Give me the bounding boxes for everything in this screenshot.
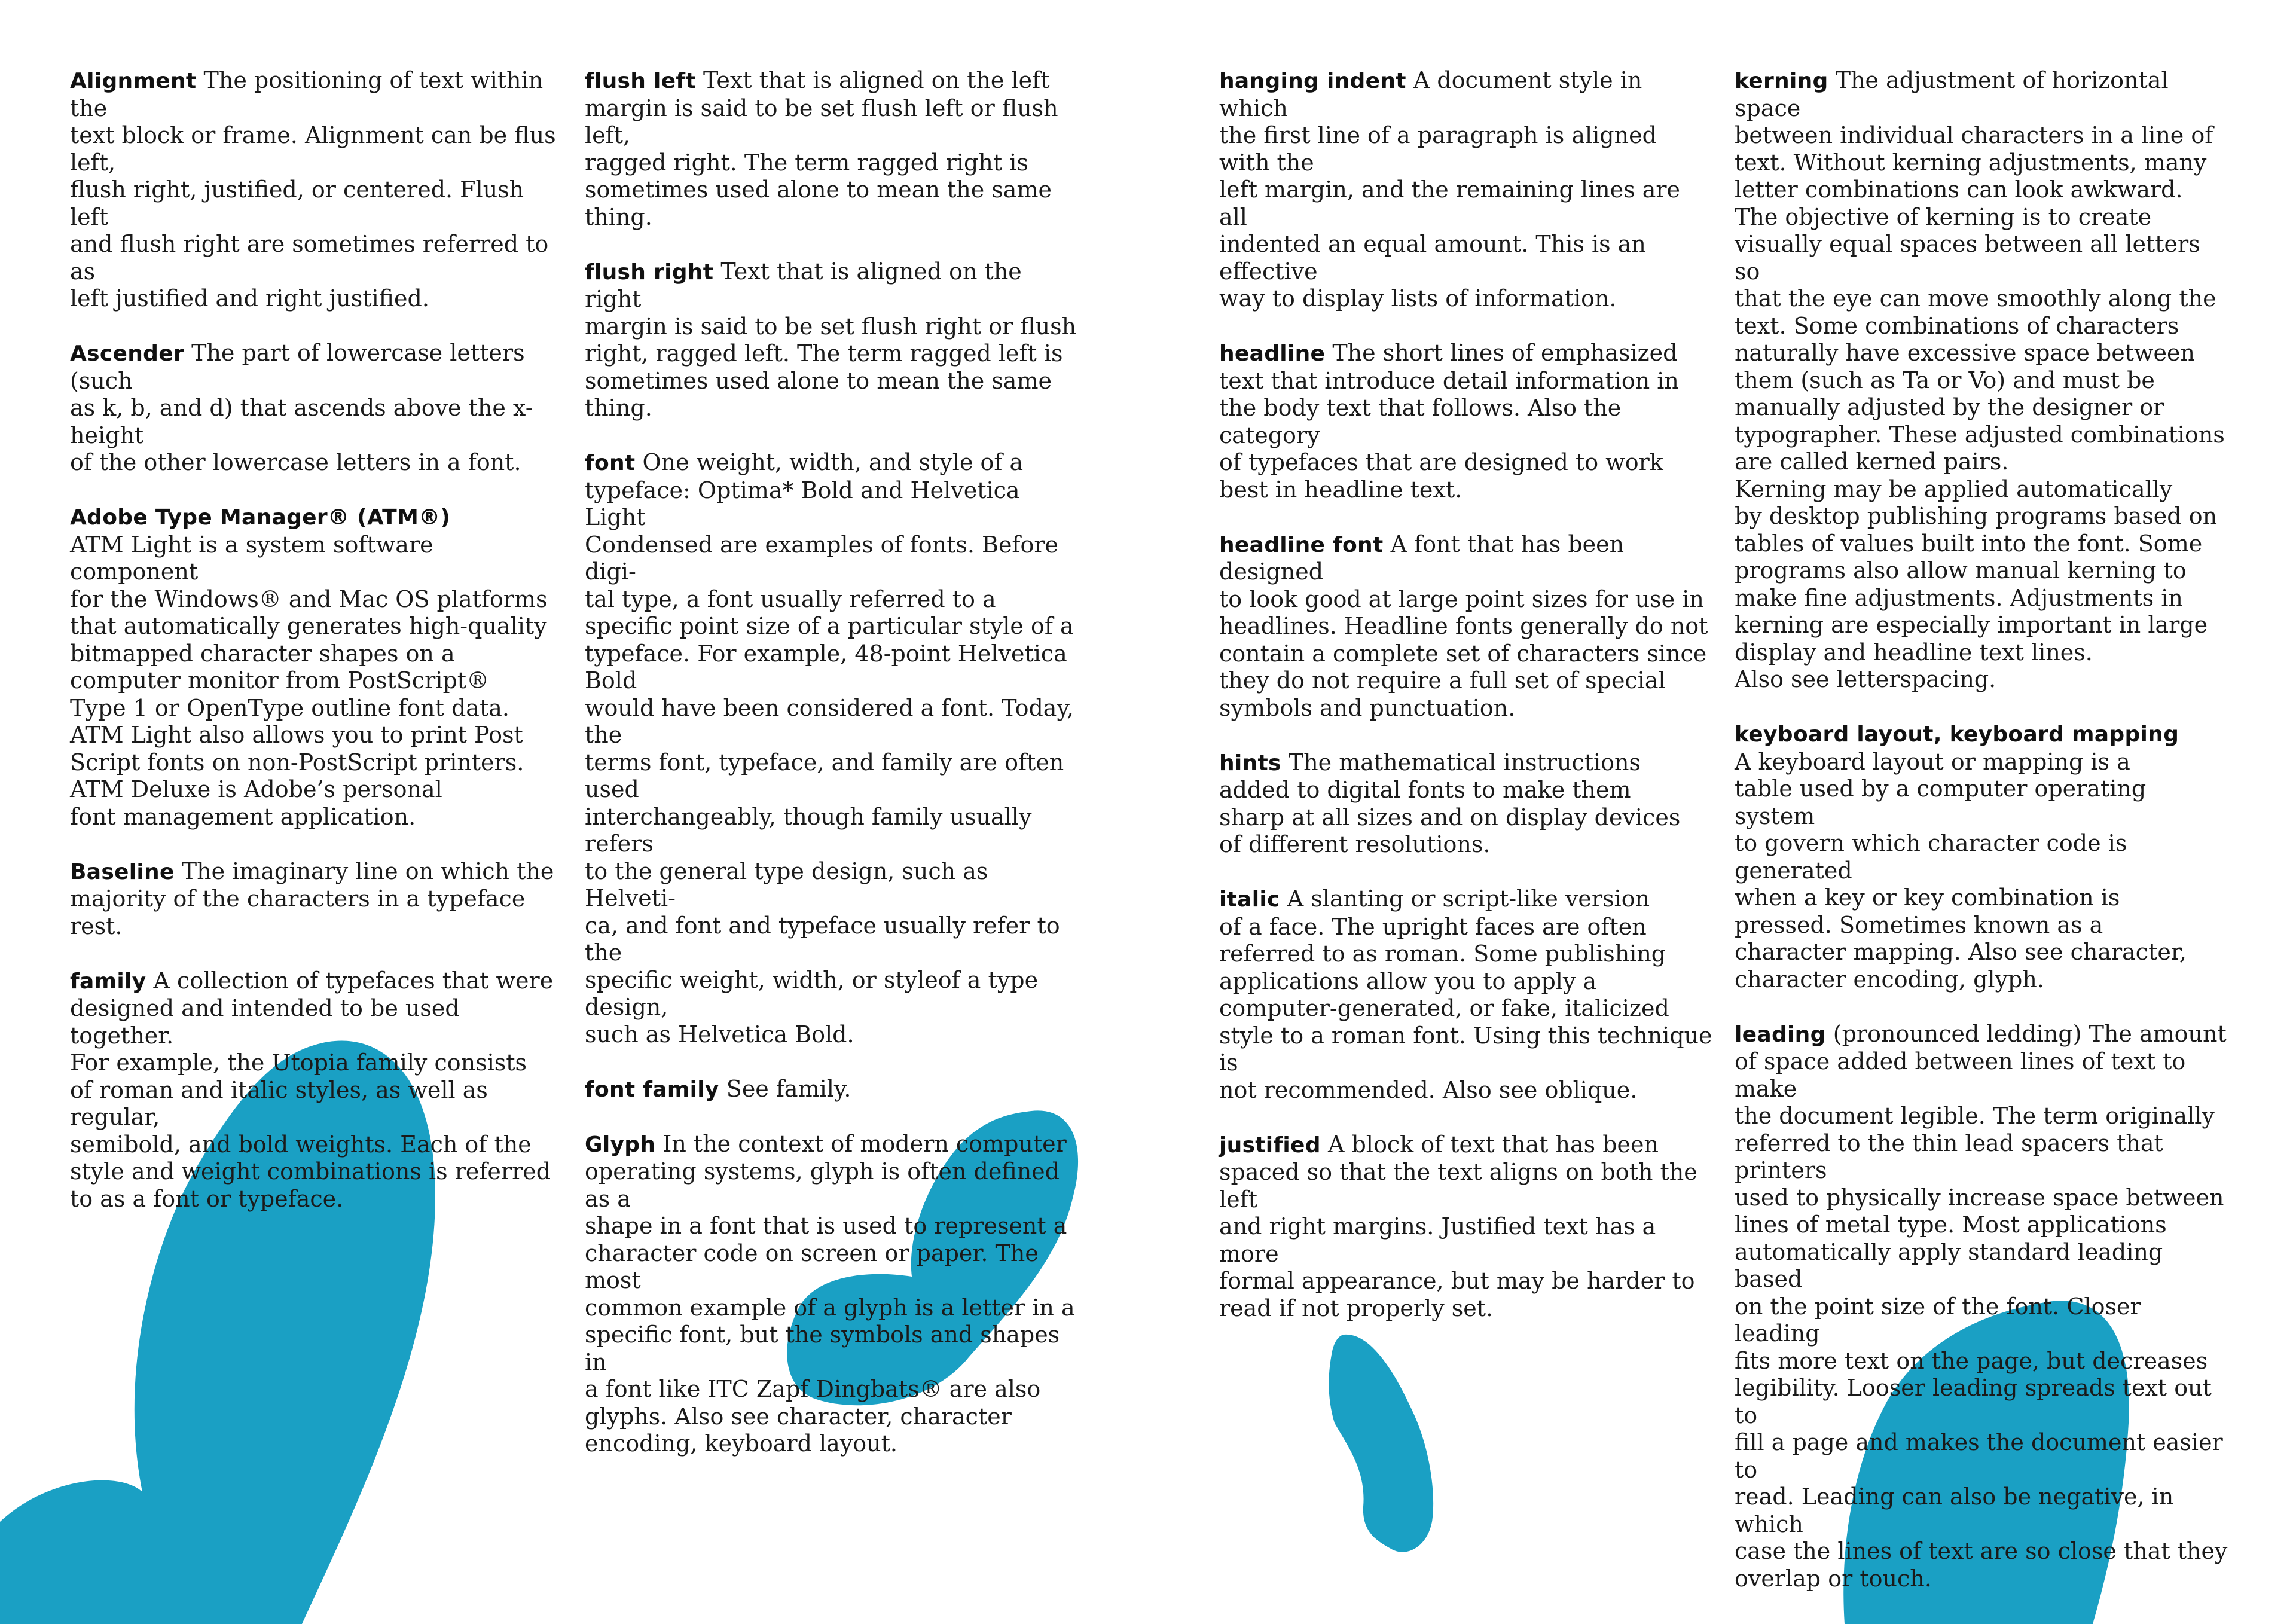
term-alignment: Alignment: [70, 69, 197, 93]
definition-glyph: In the context of modern computer operating systems, glyph is often defined as a shape in a font that is used to represent a character code on screen or paper. The most common example of a glyph is a letter in a specific font, but the symbols and shapes in a font like ITC Zapf Dingbats® are also glyphs. Also see character, character encoding, keyboard layout.: [585, 1130, 1075, 1457]
definition-baseline: The imaginary line on which the majority of the characters in a typeface rest.: [70, 857, 554, 939]
glossary-column-4: [1735, 67, 2230, 1620]
glossary-entry-atm: [70, 503, 565, 831]
glossary-entry-baseline: [70, 858, 565, 941]
definition-justified: A block of text that has been spaced so that the text aligns on both the left and right margins. Justified text has a more formal appearance, but may be harder to read if not properly set.: [1219, 1131, 1697, 1321]
glossary-column-2: [585, 67, 1080, 1485]
glossary-entry-family: [70, 967, 565, 1213]
glossary-column-3: [1219, 67, 1714, 1350]
term-kerning: kerning: [1735, 69, 1828, 93]
term-ascender: Ascender: [70, 341, 185, 366]
glossary-entry-keyboard-layout: [1735, 721, 2230, 993]
definition-atm: ATM Light is a system software component for the Windows® and Mac OS platforms that automatically generates high-quality bitmapped character shapes on a computer monitor from PostScript® Type 1 or OpenType outline font data. ATM Light also allows you to print Post Script fonts on non-PostScript printers. ATM Deluxe is Adobe’s personal font management application.: [70, 531, 548, 830]
term-atm: Adobe Type Manager® (ATM®): [70, 505, 451, 530]
term-italic: italic: [1219, 887, 1280, 912]
glossary-entry-alignment: [70, 67, 565, 313]
definition-flush-left: Text that is aligned on the left margin is said to be set flush left or flush left, ragged right. The term ragged right is sometimes used alone to mean the same thing.: [585, 67, 1058, 230]
definition-leading: (pronounced ledding) The amount of space added between lines of text to make the document legible. The term originally referred to the thin lead spacers that printers used to physically increase space between lines of metal type. Most applications automatically apply standard leading based on the point size of the font. Closer leading fits more text on the page, but decreases legibility. Looser leading spreads text out to fill a page and makes the document easier to read. Leading can also be negative, in which case the lines of text are so close that they overlap or touch.: [1735, 1020, 2228, 1592]
glossary-entry-hanging-indent: [1219, 67, 1714, 313]
term-baseline: Baseline: [70, 859, 175, 884]
definition-flush-right: Text that is aligned on the right margin is said to be set flush right or flush right, ragged left. The term ragged left is sometimes used alone to mean the same thing.: [585, 258, 1077, 421]
definition-headline-font: A font that has been designed to look good at large point sizes for use in headlines. Headline fonts generally do not contain a complete set of characters since they do not require a full set of special symbols and punctuation.: [1219, 530, 1708, 721]
definition-hanging-indent: A document style in which the first line of a paragraph is aligned with the left margin, and the remaining lines are all indented an equal amount. This is an effective way to display lists of information.: [1219, 67, 1681, 312]
glossary-entry-headline: [1219, 340, 1714, 503]
blob-small-middle: [1329, 1335, 1433, 1552]
glossary-entry-flush-left: [585, 67, 1080, 231]
glossary-entry-font-family: [585, 1076, 1080, 1104]
glossary-entry-flush-right: [585, 258, 1080, 422]
term-family: family: [70, 969, 146, 994]
glossary-entry-justified: [1219, 1131, 1714, 1323]
term-hanging-indent: hanging indent: [1219, 69, 1406, 93]
glossary-column-1: [70, 67, 565, 1240]
definition-keyboard-layout: A keyboard layout or mapping is a table used by a computer operating system to govern which character code is generated when a key or key combination is pressed. Sometimes known as a character mapping. Also see character, character encoding, glyph.: [1735, 748, 2187, 993]
definition-kerning: The adjustment of horizontal space between individual characters in a line of text. Without kerning adjustments, many letter combinations can look awkward. The objective of kerning is to create visually equal spaces between all letters so that the eye can move smoothly along the text. Some combinations of characters naturally have excessive space between them (such as Ta or Vo) and must be manually adjusted by the designer or typographer. These adjusted combinations are called kerned pairs. Kerning may be applied automatically by desktop publishing programs based on tables of values built into the font. Some programs also allow manual kerning to make fine adjustments. Adjustments in kerning are especially important in large display and headline text lines. Also see letterspacing.: [1735, 67, 2225, 692]
term-leading: leading: [1735, 1022, 1826, 1047]
glossary-entry-kerning: [1735, 67, 2230, 694]
glossary-entry-font: [585, 449, 1080, 1048]
term-hints: hints: [1219, 750, 1281, 776]
definition-font: One weight, width, and style of a typeface: Optima* Bold and Helvetica Light Condensed are examples of fonts. Before digi- tal type, a font usually referred to a specific point size of a particular style of a typeface. For example, 48-point Helvetica Bold would have been considered a font. Today, the terms font, typeface, and family are often used interchangeably, though family usually refers to the general type design, such as Helveti- ca, and font and typeface usually refer to the specific weight, width, or styleof a type design, such as Helvetica Bold.: [585, 449, 1074, 1048]
glossary-entry-hints: [1219, 749, 1714, 859]
term-keyboard-layout: keyboard layout, keyboard mapping: [1735, 722, 2179, 747]
term-glyph: Glyph: [585, 1132, 656, 1157]
term-flush-left: flush left: [585, 69, 696, 93]
definition-ascender: The part of lowercase letters (such as k, b, and d) that ascends above the x-height of the other lowercase letters in a font.: [70, 340, 533, 475]
definition-alignment: The positioning of text within the text block or frame. Alignment can be flus left, flush right, justified, or centered. Flush left and flush right are sometimes referred to as left justified and right justified.: [70, 67, 556, 312]
term-headline: headline: [1219, 341, 1326, 366]
definition-headline: The short lines of emphasized text that introduce detail information in the body text that follows. Also the category of typefaces that are designed to work best in headline text.: [1219, 340, 1679, 503]
term-justified: justified: [1219, 1132, 1321, 1158]
term-headline-font: headline font: [1219, 532, 1384, 557]
term-font: font: [585, 451, 636, 475]
term-flush-right: flush right: [585, 260, 714, 285]
glossary-entry-leading: [1735, 1021, 2230, 1593]
term-font-family: font family: [585, 1077, 719, 1102]
definition-font-family: See family.: [726, 1075, 851, 1102]
glossary-entry-italic: [1219, 886, 1714, 1104]
definition-italic: A slanting or script-like version of a face. The upright faces are often referred to as roman. Some publishing applications allow you to apply a computer-generated, or fake, italicized style to a roman font. Using this technique is not recommended. Also see oblique.: [1219, 886, 1712, 1103]
definition-hints: The mathematical instructions added to digital fonts to make them sharp at all sizes and on display devices of different resolutions.: [1219, 749, 1681, 857]
glossary-entry-headline-font: [1219, 531, 1714, 722]
glossary-entry-ascender: [70, 340, 565, 477]
glossary-entry-glyph: [585, 1131, 1080, 1458]
definition-family: A collection of typefaces that were designed and intended to be used together. For example, the Utopia family consists of roman and italic styles, as well as regular, semibold, and bold weights. Each of the style and weight combinations is referred to as a font or typeface.: [70, 967, 554, 1212]
